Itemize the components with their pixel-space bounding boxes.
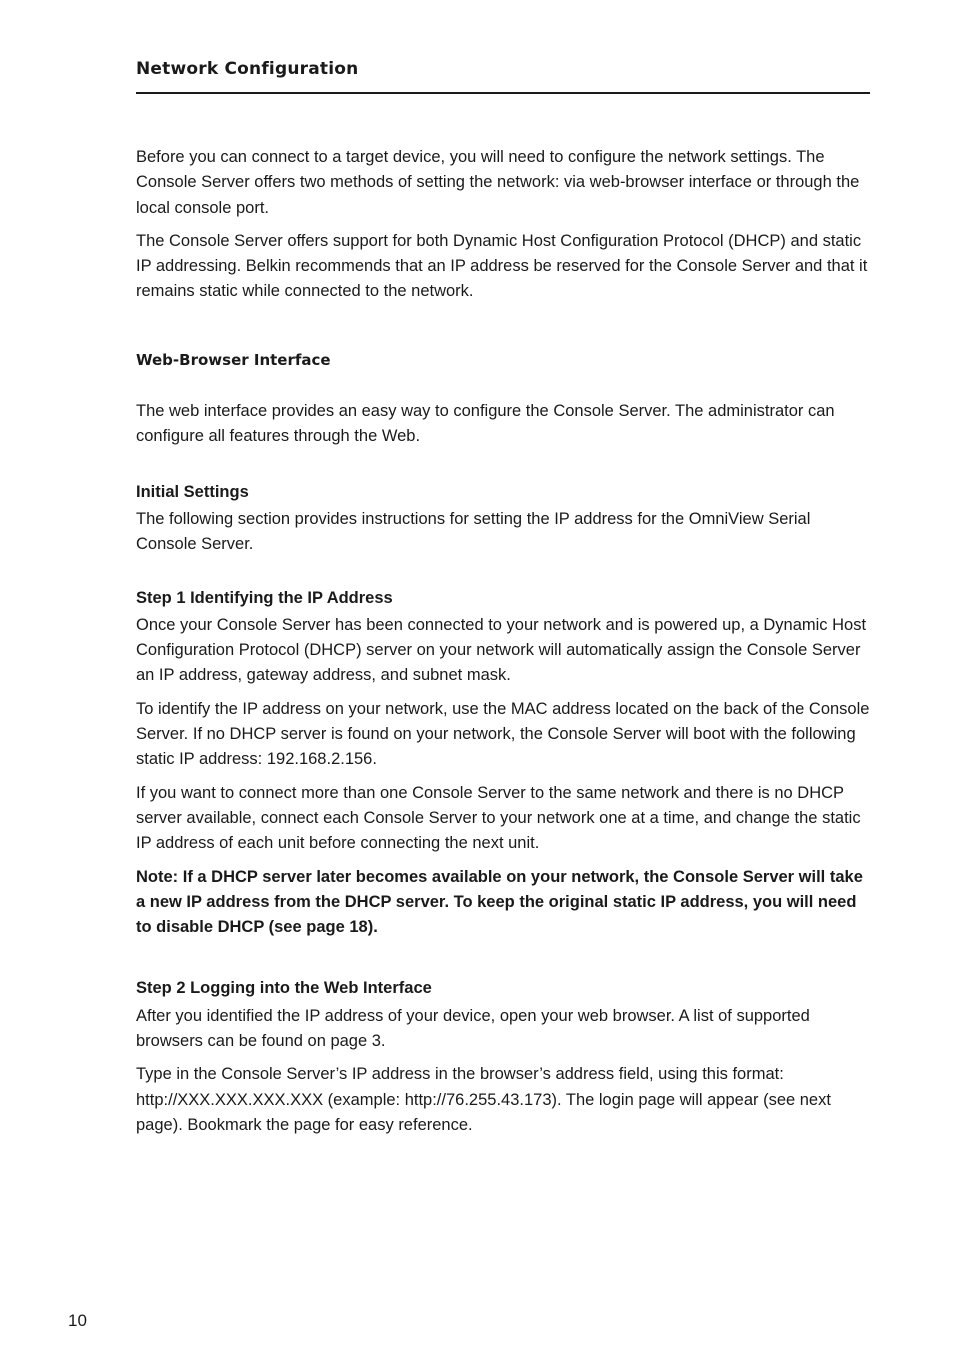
- step1-heading: Step 1 Identifying the IP Address: [136, 588, 393, 607]
- intro-paragraph-1: Before you can connect to a target device, you will need to configure the network settings. The Console Server offers two methods of setting the network: via web-browser interface or through the local console port.: [136, 148, 860, 217]
- header-divider: [136, 92, 870, 94]
- page-number: 10: [68, 1311, 87, 1330]
- web-browser-paragraph: The web interface provides an easy way to configure the Console Server. The administrator can configure all features through the Web.: [136, 402, 835, 446]
- step2-paragraph-1: After you identified the IP address of your device, open your web browser. A list of supported browsers can be found on page 3.: [136, 1006, 810, 1051]
- initial-settings-paragraph: The following section provides instructions for setting the IP address for the OmniView Serial Console Server.: [136, 509, 811, 554]
- step1-paragraph-3: If you want to connect more than one Console Server to the same network and there is no DHCP server available, connect each Console Server to your network one at a time, and change the static IP address of each unit before connecting the next unit.: [136, 783, 861, 853]
- intro-paragraph-2: The Console Server offers support for both Dynamic Host Configuration Protocol (DHCP) and static IP addressing. Belkin recommends that an IP address be reserved for the Console Server and that it remains static while connected to the network.: [136, 231, 868, 301]
- initial-settings-heading: Initial Settings: [136, 482, 249, 501]
- step2-paragraph-2: Type in the Console Server’s IP address in the browser’s address field, using this format: http://XXX.XXX.XXX.XXX (example: http://76.255.43.173). The login page will appear (see next page). Bookmark the page for easy reference.: [136, 1065, 831, 1134]
- page-header-title: Network Configuration: [136, 59, 359, 79]
- page-content: [136, 145, 871, 1146]
- step1-paragraph-1: Once your Console Server has been connected to your network and is powered up, a Dynamic Host Configuration Protocol (DHCP) server on your network will automatically assign the Console Server an IP address, gateway address, and subnet mask.: [136, 615, 867, 685]
- step1-paragraph-2: To identify the IP address on your network, use the MAC address located on the back of the Console Server. If no DHCP server is found on your network, the Console Server will boot with the following static IP address: 192.168.2.156.: [136, 699, 870, 769]
- step1-note: Note: If a DHCP server later becomes available on your network, the Console Server will take a new IP address from the DHCP server. To keep the original static IP address, you will need to disable DHCP (see page 18).: [136, 867, 863, 937]
- step2-heading: Step 2 Logging into the Web Interface: [136, 979, 432, 998]
- section-title-web-browser: Web-Browser Interface: [136, 350, 331, 369]
